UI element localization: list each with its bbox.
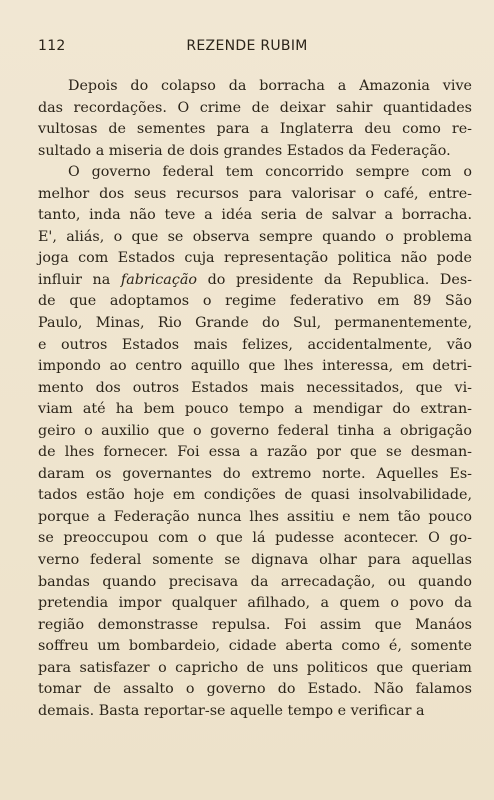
text-line: de que adoptamos o regime federativo em 89 São [38,293,472,310]
text-line: e outros Estados mais felizes, accidentalmente, vão [38,336,472,353]
text-line: sultado a miseria de dois grandes Estados da Federação. [38,142,451,159]
text-line: Paulo, Minas, Rio Grande do Sul, permanentemente, [38,315,472,332]
text-line: influir na fabricação do presidente da Republica. Des- [38,271,472,288]
page-number: 112 [38,38,66,54]
text-line: região demonstrasse repulsa. Foi assim que Manáos [38,616,472,633]
text-line: de lhes fornecer. Foi essa a razão por que se desman- [38,444,472,461]
text-line: demais. Basta reportar-se aquelle tempo e verificar a [38,702,425,719]
page-header [38,38,456,58]
paragraph [38,162,472,722]
body-text [38,76,472,722]
text-line: viam até ha bem pouco tempo a mendigar do extran- [38,401,472,418]
text-line: pretendia impor qualquer afilhado, a quem o povo da [38,595,472,612]
text-line: impondo ao centro aquillo que lhes interessa, em detri- [38,358,472,375]
text-line: geiro o auxilio que o governo federal tinha a obrigação [38,422,472,439]
paragraph [38,76,472,162]
text-line: das recordações. O crime de deixar sahir quantidades [38,99,472,116]
text-line: daram os governantes do extremo norte. Aquelles Es- [38,465,472,482]
text-line: joga com Estados cuja representação politica não pode [38,250,472,267]
text-line: mento dos outros Estados mais necessitados, que vi- [38,379,472,396]
text-line: tanto, inda não teve a idéa seria de salvar a borracha. [38,207,472,224]
text-line: tomar de assalto o governo do Estado. Não falamos [38,681,472,698]
text-line: Depois do colapso da borracha a Amazonia vive [68,78,472,94]
text-line: verno federal somente se dignava olhar para aquellas [38,552,472,569]
text-line: para satisfazer o capricho de uns politicos que queriam [38,659,472,676]
running-title: REZENDE RUBIM [186,38,308,54]
emphasis: fabricação [120,271,197,288]
text-line: melhor dos seus recursos para valorisar o café, entre- [38,185,472,202]
text-line: vultosas de sementes para a Inglaterra deu como re- [38,121,472,138]
text-line: porque a Federação nunca lhes assitiu e nem tão pouco [38,508,472,525]
text-line: tados estão hoje em condições de quasi insolvabilidade, [38,487,472,504]
text-line: se preoccupou com o que lá pudesse acontecer. O go- [38,530,472,547]
text-line: bandas quando precisava da arrecadação, ou quando [38,573,472,590]
text-line: E', aliás, o que se observa sempre quando o problema [38,228,472,245]
text-line: O governo federal tem concorrido sempre com o [68,164,472,181]
text-line: soffreu um bombardeio, cidade aberta como é, somente [38,638,472,655]
